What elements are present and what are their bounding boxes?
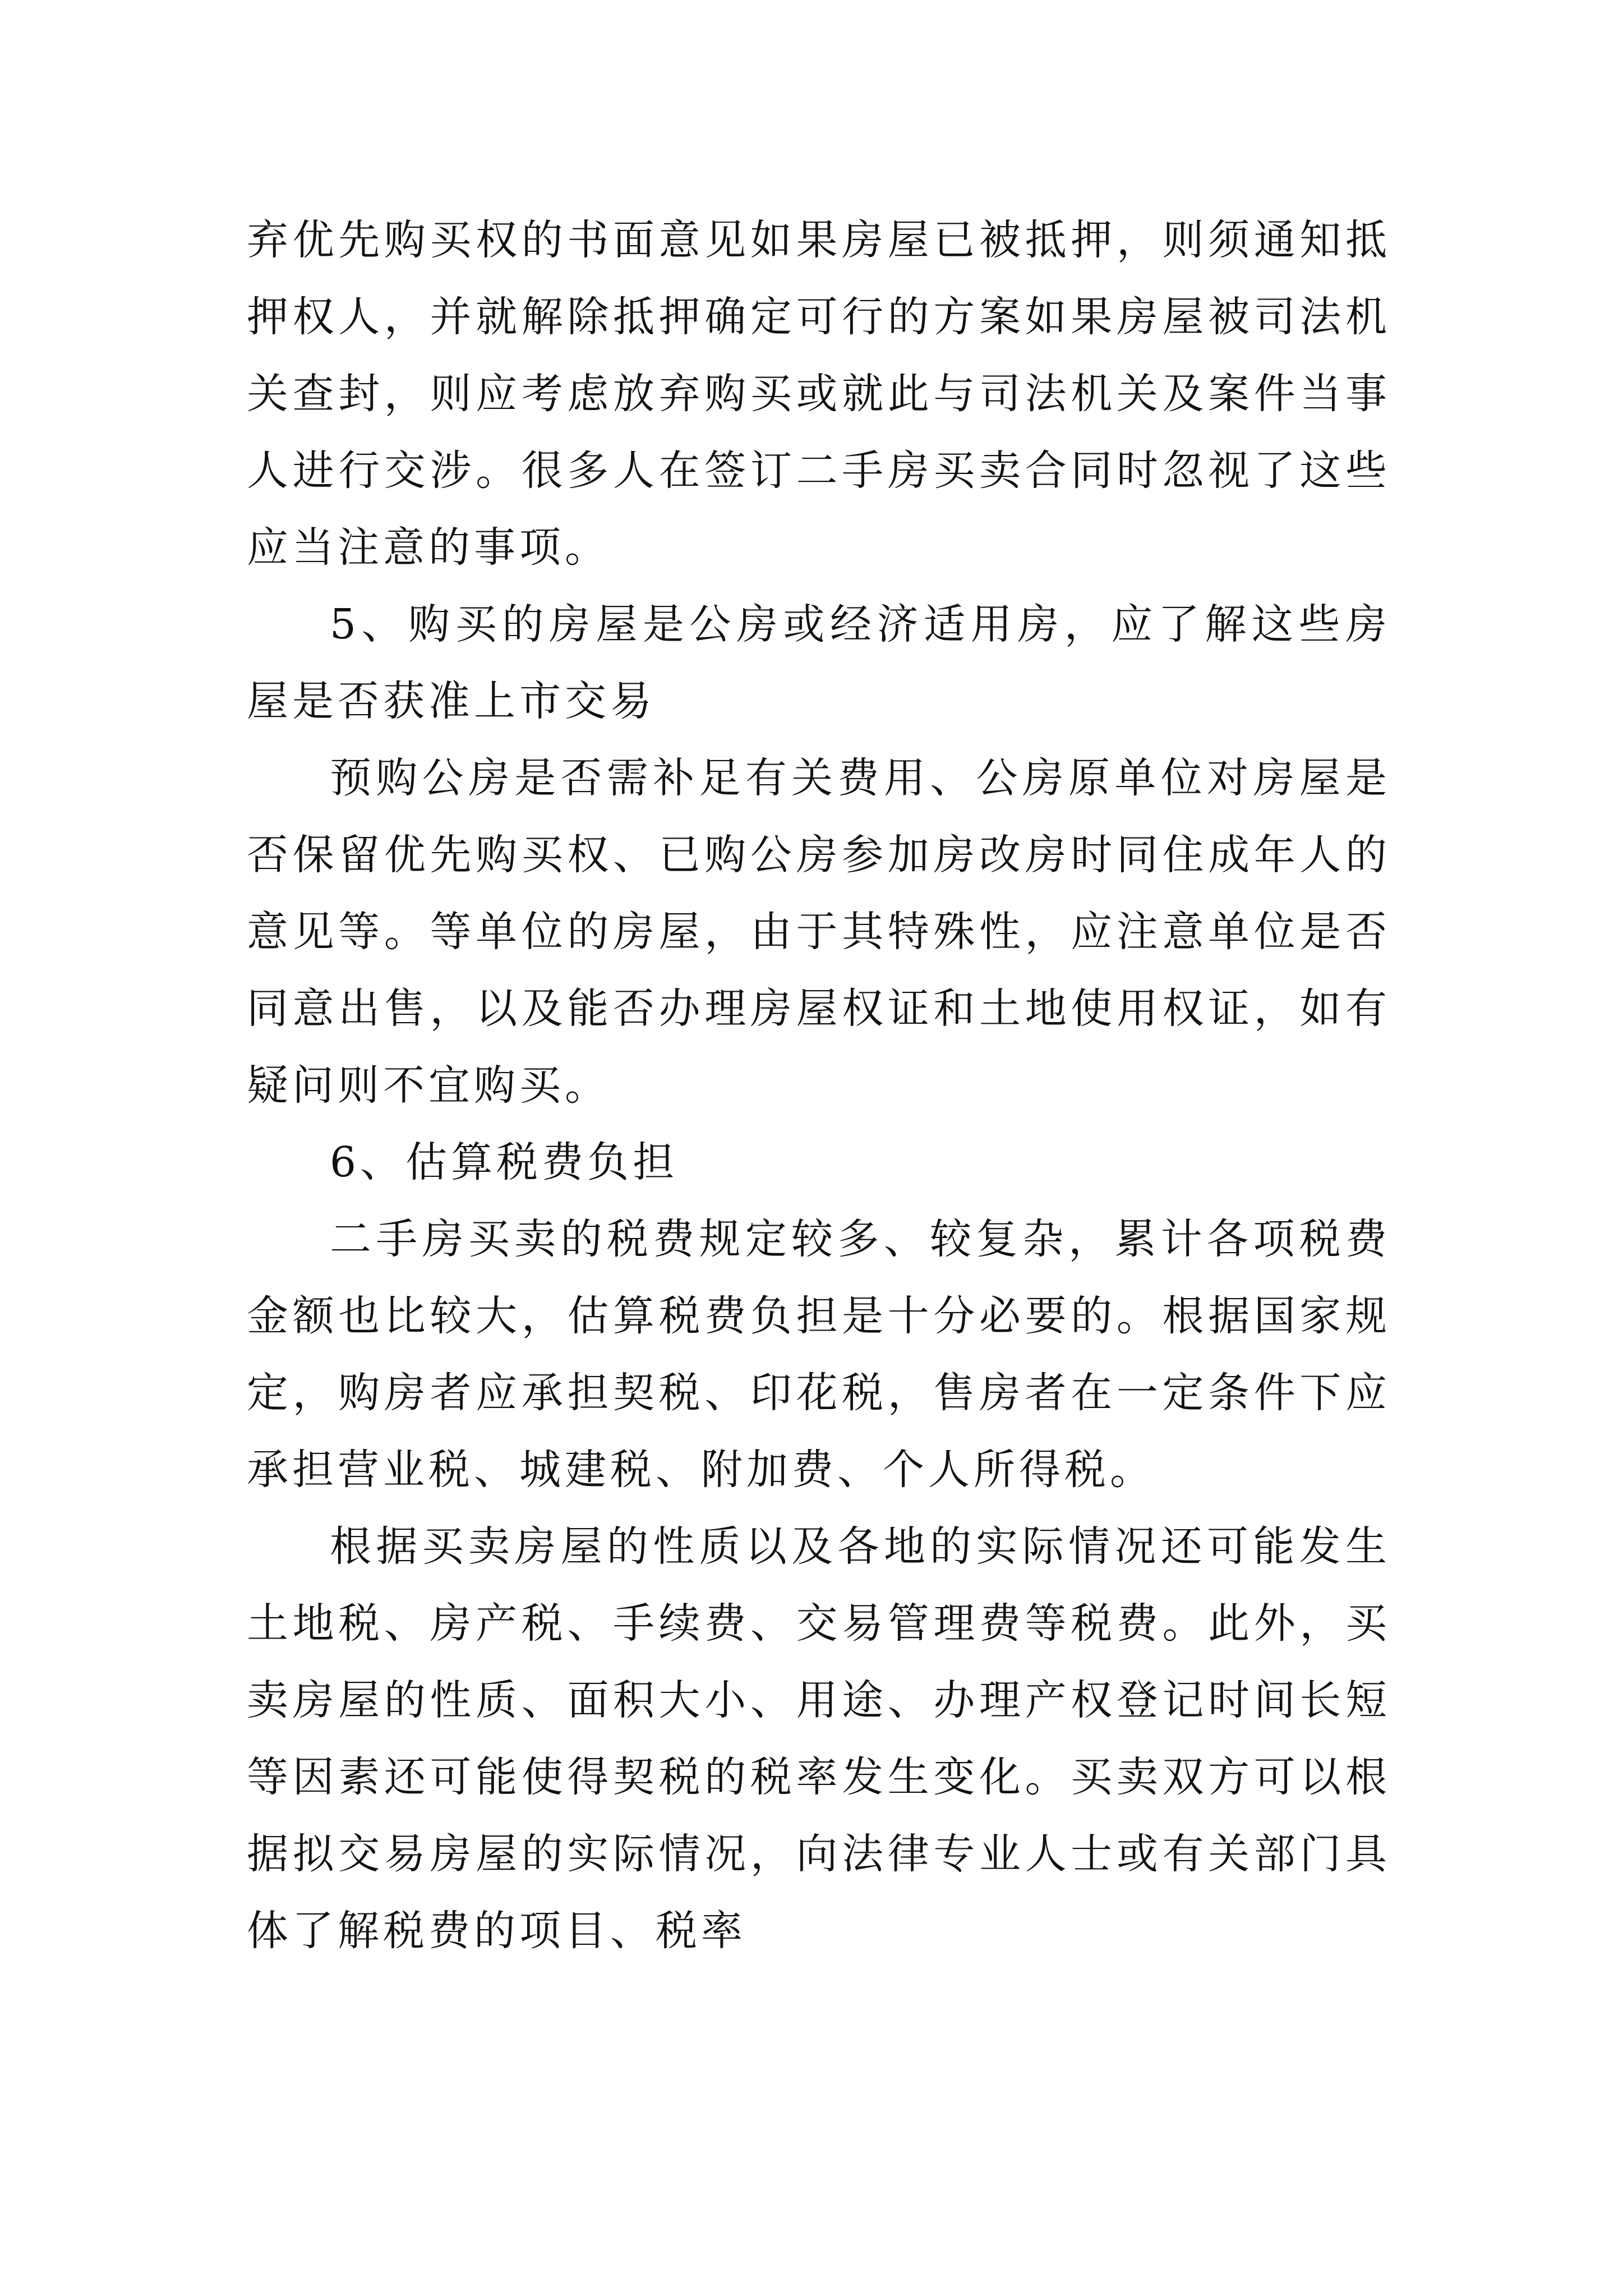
section-heading-6: 6、估算税费负担 [330,1138,679,1186]
paragraph-tax-overview: 二手房买卖的税费规定较多、较复杂，累计各项税费金额也比较大，估算税费负担是十分必要的。根据国家规定，购房者应承担契税、印花税，售房者在一定条件下应承担营业税、城建税、附加费、个人所得税。 [247,1215,1391,1494]
paragraph-tax-details: 根据买卖房屋的性质以及各地的实际情况还可能发生土地税、房产税、手续费、交易管理费等税费。此外，买卖房屋的性质、面积大小、用途、办理产权登记时间长短等因素还可能使得契税的税率发生变化。买卖双方可以根据拟交易房屋的实际情况，向法律专业人士或有关部门具体了解税费的项目、税率 [247,1522,1391,1955]
section-heading-5: 5、购买的房屋是公房或经济适用房，应了解这些房屋是否获准上市交易 [247,600,1391,725]
paragraph-public-housing: 预购公房是否需补足有关费用、公房原单位对房屋是否保留优先购买权、已购公房参加房改房时同住成年人的意见等。等单位的房屋，由于其特殊性，应注意单位是否同意出售，以及能否办理房屋权证和土地使用权证，如有疑问则不宜购买。 [247,754,1391,1110]
document-body [247,202,1391,1970]
paragraph-continuation: 弃优先购买权的书面意见如果房屋已被抵押，则须通知抵押权人，并就解除抵押确定可行的方案如果房屋被司法机关查封，则应考虑放弃购买或就此与司法机关及案件当事人进行交涉。很多人在签订二手房买卖合同时忽视了这些应当注意的事项。 [247,216,1391,572]
